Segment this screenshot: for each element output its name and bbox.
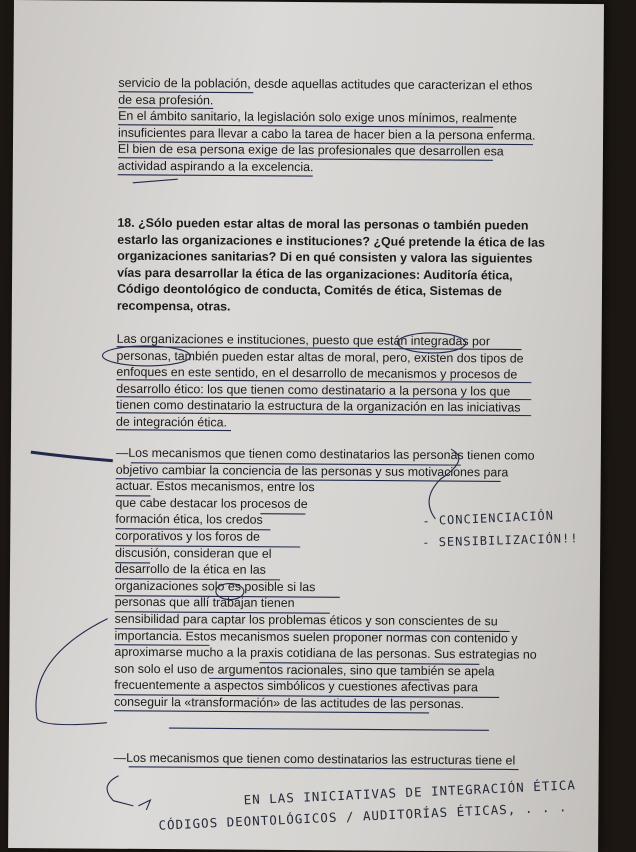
handwritten-bottom-line-2: CÓDIGOS DEONTOLÓGICOS / AUDITORÍAS ÉTICAS, . . . <box>158 799 567 833</box>
question-18: 18. ¿Sólo pueden estar altas de moral las personas o también pueden estarlo las organizaciones e instituciones? ¿Qué pretende la ética de las organizaciones sanitarias? Di en qué consisten y valora las siguientes vías para desarrollar la ética de las organizaciones: Auditoría ética, Código deontológico de conducta, Comités de ética, Sistemas de recompensa, otras. <box>117 215 558 318</box>
structures-mechanisms-paragraph: —Los mecanismos que tienen como destinatarios las estructuras tiene el <box>114 750 554 770</box>
persons-mechanisms-continuation: sensibilidad para captar los problemas éticos y son conscientes de su importancia. Estos mecanismos suelen proponer normas con contenido y aproximarse mucho a la praxis cotidiana de las personas. Sus estrategias no son solo el uso de argumentos racionales, sino que también se apela frecuentemente a aspectos simbólicos y cuestiones afectivas para conseguir la «transformación» de las actitudes de las personas. <box>114 611 555 714</box>
handwritten-note-sensibilizacion: - SENSIBILIZACIÓN!! <box>422 531 579 549</box>
intro-paragraph: servicio de la población, desde aquellas actitudes que caracterizan el ethos de esa profesión. En el ámbito sanitario, la legislación solo exige unos mínimos, realmente insuficientes para llevar a cabo la tarea de hacer bien a la persona enferma. El bien de esa persona exige de las profesionales que desarrollen esa actividad aspirando a la excelencia. <box>118 75 549 178</box>
handwritten-note-concienciacion: - CONCIENCIACIÓN <box>422 508 554 528</box>
document-page <box>8 0 604 852</box>
persons-mechanisms-paragraph: —Los mecanismos que tienen como destinatarios las personas tienen como objetivo cambiar la conciencia de las personas y sus motivaciones para actuar. Estos mecanismos, entre los que cabe destacar los procesos de formación ética, los credos corporativos y los foros de discusión, consideran que el desarrollo de la ética en las organizaciones solo es posible si las personas que allí trabajan tienen <box>115 445 556 614</box>
handwritten-bottom-line-1: EN LAS INICIATIVAS DE INTEGRACIÓN ÉTICA <box>243 777 576 807</box>
answer-paragraph: Las organizaciones e instituciones, puesto que están integradas por personas, también pueden estar altas de moral, pero, existen dos tipos de enfoques en este sentido, en el desarrollo de mecanismos y procesos de desarrollo ético: los que tienen como destinatario a la persona y los que tienen como destinatario la estructura de la organización en las iniciativas de integración ética. <box>116 331 557 434</box>
